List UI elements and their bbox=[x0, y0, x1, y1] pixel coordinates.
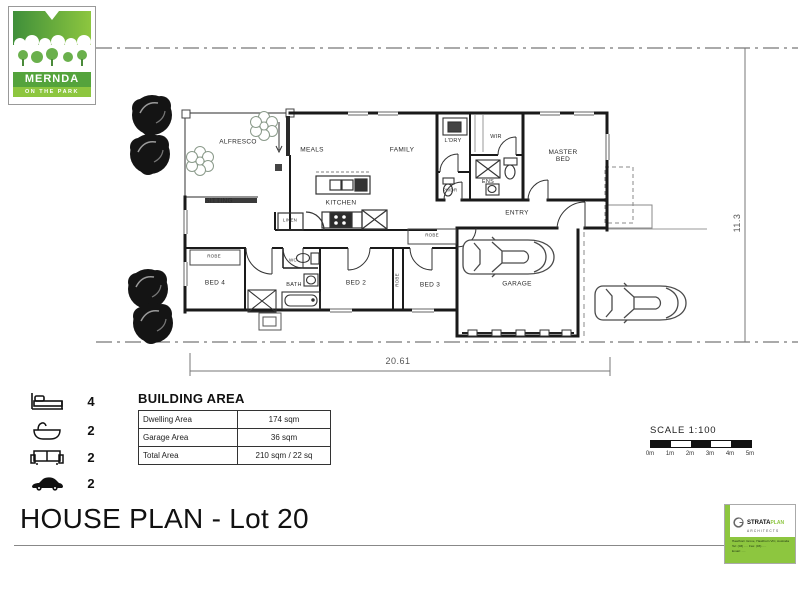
architect-swirl-icon bbox=[733, 517, 744, 528]
room-label-bath: BATH bbox=[286, 281, 302, 288]
room-label-ens: ENS bbox=[481, 178, 495, 185]
architect-fineprint bbox=[730, 537, 795, 563]
mernda-logo bbox=[8, 6, 96, 105]
dimension-width-label: 20.61 bbox=[385, 356, 411, 366]
bath-count: 2 bbox=[87, 422, 95, 438]
car-on-driveway bbox=[595, 283, 686, 323]
bed-count: 4 bbox=[87, 393, 95, 409]
dimension-height-label: 11.3 bbox=[732, 213, 742, 233]
scale-tick: 4m bbox=[725, 451, 735, 457]
scale-tick: 0m bbox=[645, 451, 655, 457]
scale-segment bbox=[711, 441, 731, 447]
fineprint-line: Email: ···· bbox=[732, 548, 746, 553]
table-cell-label: Total Area bbox=[139, 447, 238, 465]
room-label-pwdr: PWDR bbox=[442, 187, 458, 193]
room-label-garage: GARAGE bbox=[502, 280, 532, 288]
scale-segment bbox=[671, 441, 691, 447]
title-rule bbox=[14, 545, 794, 546]
bed-icon bbox=[30, 392, 64, 410]
table-row bbox=[139, 447, 331, 465]
table-cell-value: 210 sqm / 22 sq bbox=[238, 447, 331, 465]
fineprint-line: Hawthorn Grove, Hawthorn VIC, Australia bbox=[732, 539, 790, 543]
table-row bbox=[139, 411, 331, 429]
scale-ticks bbox=[645, 451, 755, 461]
car-icon bbox=[30, 476, 64, 491]
living-count: 2 bbox=[87, 449, 95, 465]
label-robe-bed3: ROBE bbox=[425, 232, 439, 238]
scale-segment bbox=[731, 441, 751, 447]
label-robe-bed2: ROBE bbox=[394, 273, 400, 287]
legend-row-living bbox=[30, 448, 98, 466]
room-label-wc: WC bbox=[289, 257, 297, 263]
mernda-logo-graphic bbox=[13, 11, 91, 67]
scale-tick: 2m bbox=[685, 451, 695, 457]
architect-brand-accent: PLAN bbox=[770, 520, 785, 527]
architect-subtitle: ARCHITECTS bbox=[747, 528, 780, 533]
room-label-wir: WIR bbox=[490, 133, 502, 140]
label-robe-bed4: ROBE bbox=[207, 253, 221, 259]
building-area-table bbox=[138, 410, 331, 465]
logo-name: MERNDA bbox=[13, 72, 91, 87]
room-label-meals: MEALS bbox=[300, 146, 324, 154]
label-linen: LINEN bbox=[282, 217, 298, 223]
bath-icon bbox=[30, 420, 64, 440]
table-row bbox=[139, 429, 331, 447]
room-label-master-bed: MASTER BED bbox=[548, 148, 578, 163]
room-label-bed2: BED 2 bbox=[345, 279, 367, 287]
sofa-icon bbox=[30, 448, 64, 466]
room-label-bed4: BED 4 bbox=[204, 279, 226, 287]
table-cell-value: 36 sqm bbox=[238, 429, 331, 447]
architect-badge bbox=[724, 504, 796, 564]
legend-row-cars bbox=[30, 476, 98, 491]
table-cell-label: Garage Area bbox=[139, 429, 238, 447]
room-label-alfresco: ALFRESCO bbox=[219, 138, 257, 146]
room-label-family: FAMILY bbox=[389, 146, 415, 154]
room-label-kitchen: KITCHEN bbox=[325, 199, 357, 207]
scale-label: SCALE 1:100 bbox=[650, 425, 717, 436]
scale-tick: 3m bbox=[705, 451, 715, 457]
room-label-entry: ENTRY bbox=[505, 209, 529, 217]
table-cell-label: Dwelling Area bbox=[139, 411, 238, 429]
car-count: 2 bbox=[87, 476, 95, 491]
legend-row-baths bbox=[30, 420, 98, 440]
fineprint-line: Tel: (03) ···· Fax: (03) ···· bbox=[732, 543, 767, 548]
scale-tick: 5m bbox=[745, 451, 755, 457]
page-title: HOUSE PLAN - Lot 20 bbox=[20, 503, 309, 534]
scale-segment bbox=[691, 441, 711, 447]
room-label-laundry: L'DRY bbox=[444, 137, 462, 144]
logo-tagline: ON THE PARK bbox=[13, 87, 91, 97]
room-label-sitting: SITTING bbox=[205, 197, 233, 205]
legend-row-beds bbox=[30, 392, 98, 410]
architect-brand: STRATA bbox=[747, 520, 771, 527]
scale-tick: 1m bbox=[665, 451, 675, 457]
scale-segment bbox=[651, 441, 671, 447]
scale-block bbox=[645, 425, 770, 461]
building-area-title: BUILDING AREA bbox=[138, 391, 245, 406]
room-label-bed3: BED 3 bbox=[419, 281, 441, 289]
table-cell-value: 174 sqm bbox=[238, 411, 331, 429]
scale-bar bbox=[650, 440, 752, 448]
car-in-garage bbox=[463, 237, 554, 277]
